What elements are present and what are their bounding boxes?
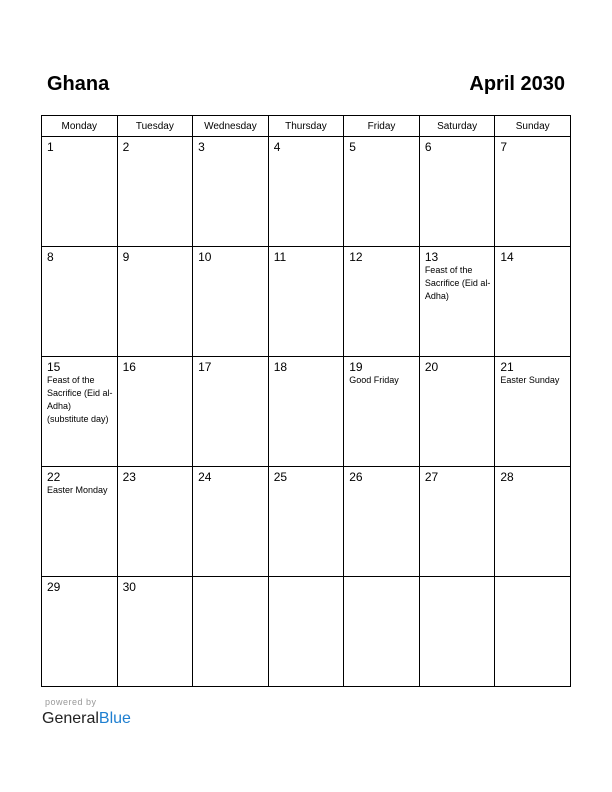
day-cell [42,247,118,357]
empty-day-cell [268,577,344,687]
day-cell [193,357,269,467]
day-cell [268,137,344,247]
day-number: 30 [122,580,136,594]
day-number: 23 [122,470,136,484]
day-number: 9 [122,250,130,264]
day-number: 7 [500,140,508,154]
month-year-title: April 2030 [469,73,565,95]
day-number: 22 [47,470,61,484]
day-number: 17 [198,360,212,374]
weekday-header: Wednesday [193,116,269,137]
day-number: 29 [47,580,61,594]
day-cell [495,247,571,357]
day-cell [419,357,495,467]
day-number: 20 [424,360,439,374]
week-row [42,357,571,467]
weekday-header: Monday [42,116,118,137]
empty-day-cell [344,577,420,687]
weekday-header: Saturday [419,116,495,137]
footer-branding [42,697,131,729]
day-cell [344,357,420,467]
day-cell [42,137,118,247]
brand-general: General [42,710,99,727]
day-cell [117,467,193,577]
day-number: 10 [198,250,212,264]
day-number: 12 [349,250,363,264]
weekday-header-row [42,116,571,137]
day-number: 26 [349,470,363,484]
week-row [42,247,571,357]
day-cell [193,137,269,247]
day-number: 15 [47,360,61,374]
day-cell [419,137,495,247]
day-cell [193,247,269,357]
day-number: 1 [47,140,54,154]
day-cell [495,357,571,467]
week-row [42,467,571,577]
day-cell [495,137,571,247]
day-cell [344,247,420,357]
day-cell [117,577,193,687]
weekday-header: Tuesday [117,116,193,137]
day-cell [117,247,193,357]
day-cell [268,247,344,357]
day-number: 16 [122,360,136,374]
day-cell [344,137,420,247]
day-number: 5 [349,140,356,154]
day-number: 18 [273,360,288,374]
day-cell [268,357,344,467]
day-cell [268,467,344,577]
brand-blue: Blue [98,710,131,727]
day-cell [344,467,420,577]
holiday-label: Good Friday [349,375,399,385]
holiday-label: Easter Sunday [500,375,560,385]
day-number: 8 [47,250,54,264]
day-number: 13 [424,250,439,264]
weekday-header: Thursday [268,116,344,137]
holiday-label: Easter Monday [47,485,108,495]
day-cell [419,247,495,357]
day-number: 19 [349,360,363,374]
day-number: 28 [500,470,514,484]
day-number: 24 [198,470,212,484]
day-number: 6 [424,140,432,154]
day-number: 21 [500,360,514,374]
day-cell [42,467,118,577]
day-number: 4 [273,140,281,154]
day-cell [193,467,269,577]
holiday-label: Feast of the Sacrifice (Eid al-Adha) (substitute day) [47,375,113,424]
day-number: 14 [500,250,514,264]
day-cell [495,467,571,577]
calendar-grid [41,115,571,687]
day-cell [117,357,193,467]
week-row [42,577,571,687]
weekday-header: Friday [344,116,420,137]
week-row [42,137,571,247]
empty-day-cell [193,577,269,687]
day-number: 11 [273,250,287,264]
empty-day-cell [495,577,571,687]
country-title: Ghana [47,73,110,95]
weekday-header: Sunday [495,116,571,137]
brand-logo [42,709,131,729]
powered-by-text: powered by [45,697,97,707]
day-number: 3 [198,140,205,154]
day-cell [42,357,118,467]
day-cell [419,467,495,577]
empty-day-cell [419,577,495,687]
day-cell [42,577,118,687]
holiday-label: Feast of the Sacrifice (Eid al-Adha) [424,265,491,301]
day-number: 25 [273,470,288,484]
day-number: 2 [122,140,130,154]
day-cell [117,137,193,247]
day-number: 27 [424,470,439,484]
